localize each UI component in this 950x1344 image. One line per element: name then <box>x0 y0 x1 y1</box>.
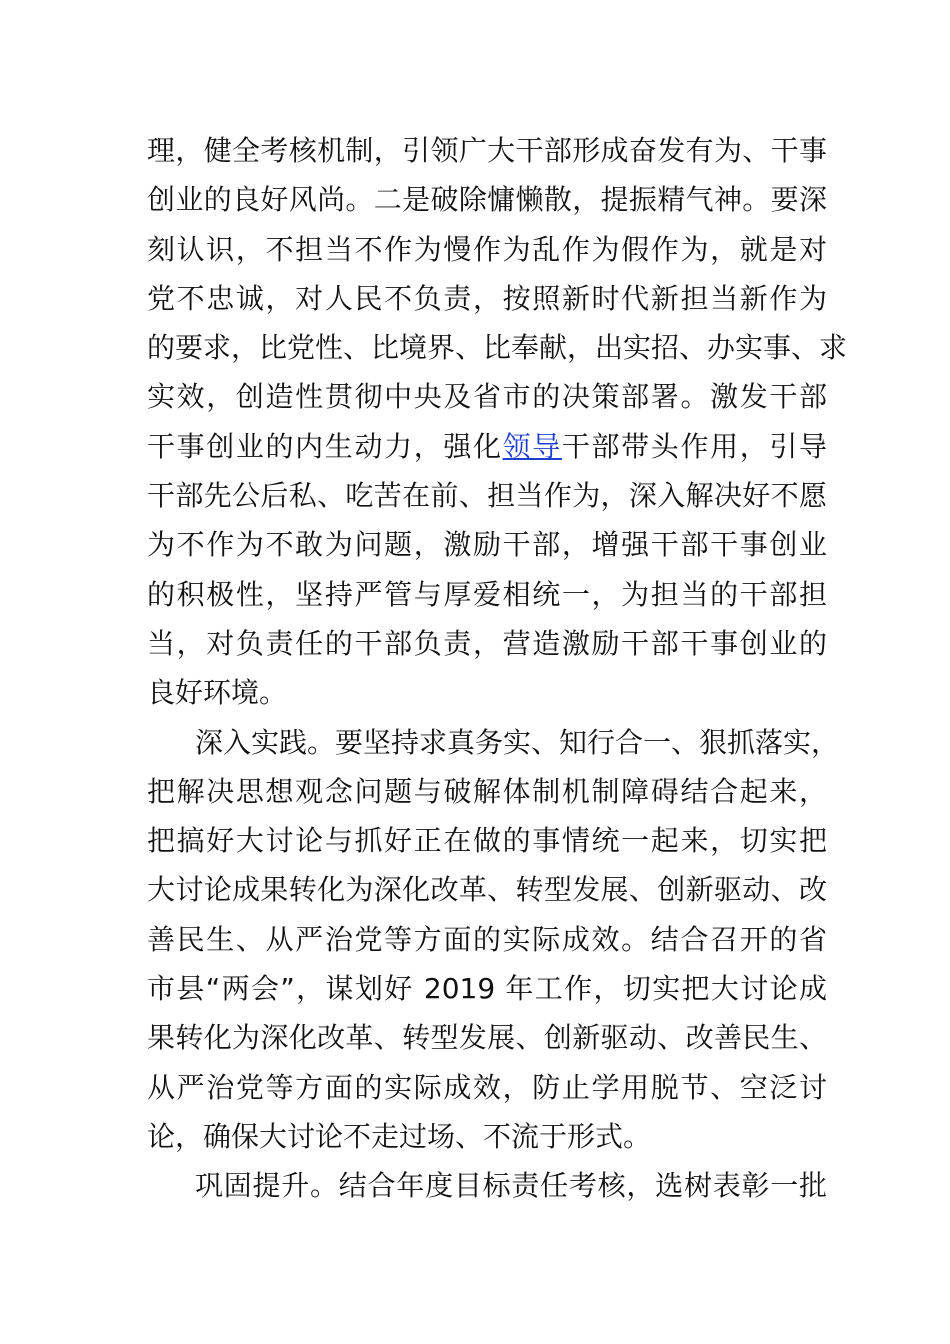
text-line: 理，健全考核机制，引领广大干部形成奋发有为、干事 <box>147 134 827 167</box>
link-line-after: 干部带头作用，引导 <box>561 429 827 463</box>
paragraph-2 <box>147 718 840 1162</box>
text-line: 果转化为深化改革、转型发展、创新驱动、改善民生、 <box>147 1021 827 1055</box>
text-line: 深入实践。要坚持求真务实、知行合一、狠抓落实， <box>195 725 840 759</box>
text-line: 的要求，比党性、比境界、比奉献，出实招、办实事、求 <box>147 331 848 365</box>
text-line: 刻认识，不担当不作为慢作为乱作为假作为，就是对 <box>147 232 827 266</box>
text-line: 善民生、从严治党等方面的实际成效。结合召开的省 <box>147 922 827 956</box>
text-line: 干部先公后私、吃苦在前、担当作为，深入解决好不愿 <box>147 479 827 513</box>
text-line: 党不忠诚，对人民不负责，按照新时代新担当新作为 <box>147 281 827 315</box>
text-line: 为不作为不敢为问题，激励干部，增强干部干事创业 <box>147 528 827 562</box>
paragraph-1 <box>147 126 848 718</box>
text-line: 良好环境。 <box>147 676 288 710</box>
text-line: 当，对负责任的干部负责，营造激励干部干事创业的 <box>147 626 827 660</box>
text-line: 大讨论成果转化为深化改革、转型发展、创新驱动、改 <box>147 873 827 907</box>
text-line: 实效，创造性贯彻中央及省市的决策部署。激发干部 <box>147 380 827 414</box>
body-text <box>147 126 848 1211</box>
text-line: 论，确保大讨论不走过场、不流于形式。 <box>147 1119 652 1153</box>
text-line: 把搞好大讨论与抓好正在做的事情统一起来，切实把 <box>147 824 827 858</box>
text-line: 把解决思想观念问题与破解体制机制障碍结合起来， <box>147 774 827 808</box>
leadership-link[interactable]: 领导 <box>502 429 562 463</box>
text-line: 市县“两会”，谋划好 2019 年工作，切实把大讨论成 <box>147 972 827 1006</box>
link-line-before: 干事创业的内生动力，强化 <box>147 429 503 463</box>
text-line-with-link <box>147 422 827 471</box>
text-line: 巩固提升。结合年度目标责任考核，选树表彰一批 <box>195 1169 827 1203</box>
text-line: 创业的良好风尚。二是破除慵懒散，提振精气神。要深 <box>147 183 827 217</box>
paragraph-3 <box>147 1161 827 1210</box>
text-line: 从严治党等方面的实际成效，防止学用脱节、空泛讨 <box>147 1070 827 1104</box>
text-line: 的积极性，坚持严管与厚爱相统一，为担当的干部担 <box>147 577 827 611</box>
